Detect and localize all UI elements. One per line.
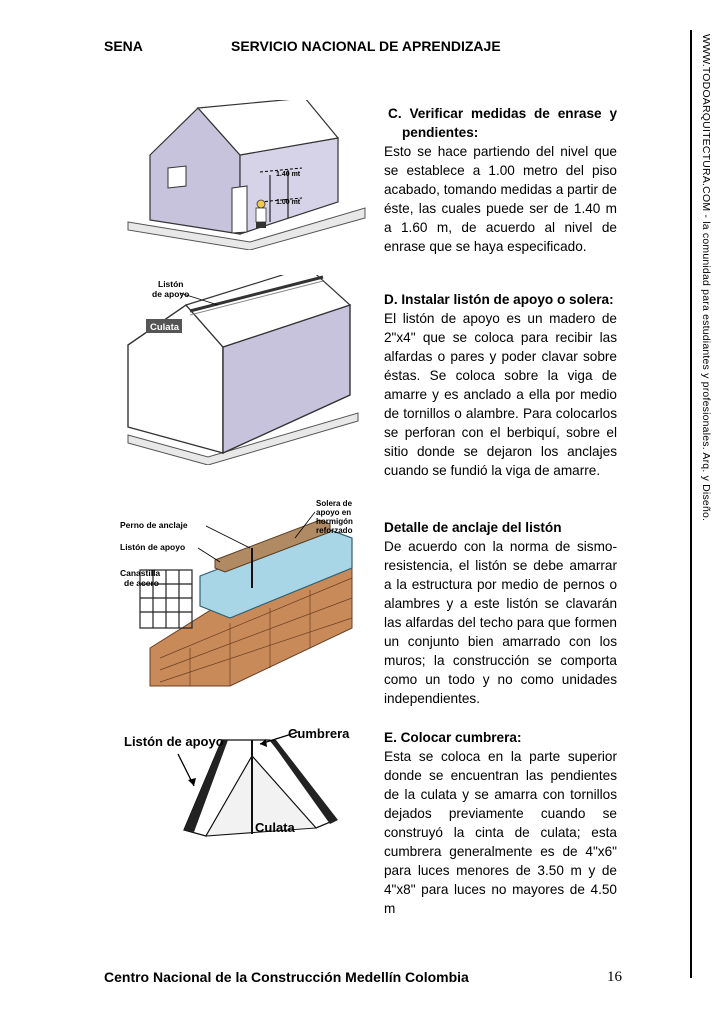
fig2-label-liston: Listón de apoyo <box>152 279 190 299</box>
section-e-body: Esta se coloca en la parte superior donde se encuentran las pendientes de la culata y se amarra con tornillos dejados previamente cuando se construyó la cinta de culata; esta cumbrera generalmente es de 4"x6" para luces menores de 3.50 m y de 4"x8" para luces no mayores de 4.50 m <box>384 749 617 916</box>
side-rule <box>690 30 692 978</box>
fig3-label-solera: Solera de apoyo en hormigón reforzado <box>316 499 353 535</box>
figure-level-measurement <box>120 100 370 250</box>
fig3-label-canastilla: Canastilla de acero <box>120 568 161 588</box>
fig4-label-liston: Listón de apoyo <box>124 734 224 749</box>
section-detail-heading: Detalle de anclaje del listón <box>384 520 562 535</box>
fig1-label-140: 1.40 mt <box>276 171 301 178</box>
figure-anclaje-detail <box>120 498 370 688</box>
header-title: SERVICIO NACIONAL DE APRENDIZAJE <box>231 38 501 54</box>
side-watermark-text: WWW.TODOARQUITECTURA.COM - la comunidad para estudiantes y profesionales. Arq. y Diseño. <box>700 34 712 522</box>
section-c-body: Esto se hace partiendo del nivel que se establece a 1.00 metro del piso acabado, tomando medidas a partir de éste, las cuales puede ser de 1.40 m a 1.60 m, de acuerdo al nivel de enrase que se haya especificado. <box>384 144 617 254</box>
section-d <box>384 290 617 480</box>
section-c <box>384 104 617 256</box>
section-d-heading: D. Instalar listón de apoyo o solera: <box>384 292 614 307</box>
figure-liston-apoyo <box>118 275 368 465</box>
section-d-body: El listón de apoyo es un madero de 2"x4" que se coloca para recibir las alfardas o pares y poder clavar sobre éstas. Se coloca sobre la viga de amarre y es anclado a ella por medio de tornillos o alambre. Para colocarlos se perforan con el berbiquí, sobre el sitio donde se dejaron los anclajes cuando se fundió la viga de amarre. <box>384 311 617 478</box>
section-e <box>384 728 617 918</box>
section-detail <box>384 518 617 708</box>
fig3-label-liston: Listón de apoyo <box>120 542 186 552</box>
fig3-label-perno: Perno de anclaje <box>120 520 188 530</box>
section-c-heading: C. Verificar medidas de enrase y pendientes: <box>388 106 617 140</box>
fig2-label-culata: Culata <box>150 322 180 333</box>
fig4-label-cumbrera: Cumbrera <box>288 726 350 741</box>
fig4-label-culata: Culata <box>255 820 295 835</box>
figure-cumbrera <box>120 720 370 850</box>
page-number: 16 <box>607 969 622 985</box>
footer-institution: Centro Nacional de la Construcción Medellín Colombia <box>104 969 469 985</box>
header-org: SENA <box>104 38 143 54</box>
section-detail-body: De acuerdo con la norma de sismo-resistencia, el listón se debe amarrar a la estructura por medio de pernos o alambres y a este listón se clavarán las alfardas del techo para que formen un conjunto bien amarrado con los muros; la construcción se comporta como un todo y no como unidades independientes. <box>384 539 617 706</box>
section-e-heading: E. Colocar cumbrera: <box>384 730 522 745</box>
fig1-label-100: 1.00 mt <box>276 199 301 206</box>
